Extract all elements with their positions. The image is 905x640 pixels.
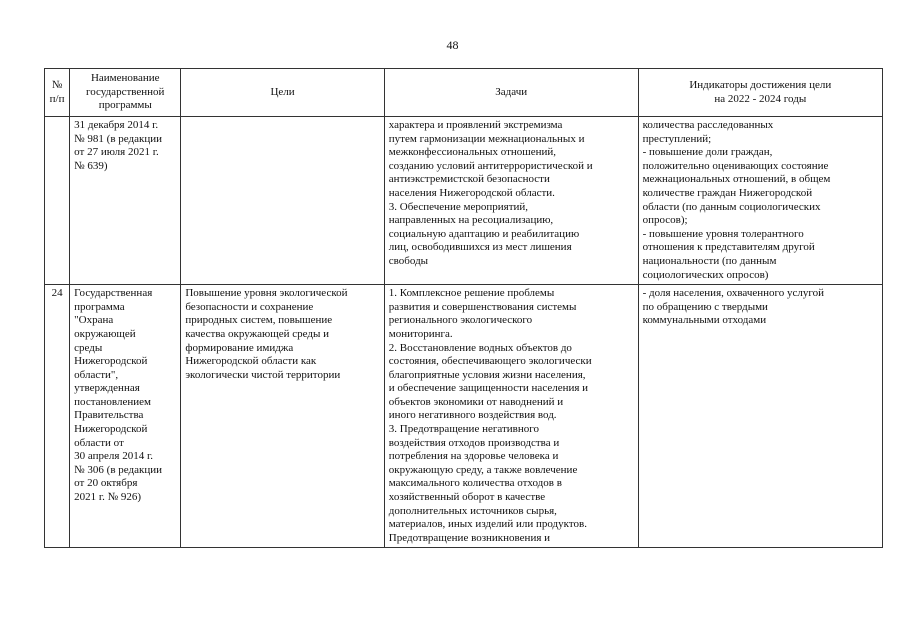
text-line: количестве граждан Нижегородской: [642, 186, 813, 199]
goals-cell: [181, 285, 384, 548]
text-line: Предотвращение возникновения и: [388, 531, 551, 544]
goals-cell: [181, 117, 384, 285]
text-line: № 639): [74, 159, 108, 172]
text-line: 2021 г. № 926): [74, 491, 142, 504]
header-goals: Цели: [181, 69, 384, 117]
text-line: экологически чистой территории: [185, 368, 341, 381]
text-line: Нижегородской: [74, 423, 148, 436]
text-line: безопасности и сохранение: [185, 300, 314, 313]
program-name-cell: [70, 285, 181, 548]
text-line: по обращению с твердыми: [642, 300, 768, 313]
text-line: преступлений;: [642, 132, 712, 145]
text-line: путем гармонизации межнациональных и: [388, 132, 585, 145]
text-line: населения Нижегородской области.: [388, 186, 555, 199]
text-line: объектов экономики от наводнений и: [388, 395, 564, 408]
text-line: 30 апреля 2014 г.: [74, 450, 153, 463]
text-line: 31 декабря 2014 г.: [74, 119, 159, 131]
text-line: природных систем, повышение: [185, 314, 333, 327]
header-num: № п/п: [45, 69, 70, 117]
text-line: области",: [74, 368, 119, 381]
text-line: мониторинга.: [388, 327, 453, 340]
text-line: опросов);: [642, 214, 688, 227]
text-line: Правительства: [74, 409, 144, 422]
text-line: хозяйственный оборот в качестве: [388, 491, 546, 504]
text-line: № 306 (в редакции: [74, 463, 162, 476]
text-line: формирование имиджа: [185, 341, 294, 354]
text-line: антиэкстремистской безопасности: [388, 173, 550, 186]
table-row: [45, 285, 883, 548]
text-line: области от: [74, 436, 124, 449]
text-line: "Охрана: [74, 314, 114, 327]
text-line: Нижегородской: [74, 355, 148, 368]
header-indicators: Индикаторы достижения цели на 2022 - 2024 годы: [638, 69, 882, 117]
text-line: благоприятные условия жизни населения,: [388, 368, 586, 381]
text-line: положительно оценивающих состояние: [642, 159, 829, 172]
text-line: состояния, обеспечивающего экологически: [388, 355, 592, 368]
text-line: коммунальными отходами: [642, 314, 767, 327]
table-row: [45, 117, 883, 285]
text-line: социальную адаптацию и реабилитацию: [388, 227, 580, 240]
programs-table: [44, 68, 883, 548]
text-line: направленных на ресоциализацию,: [388, 214, 554, 227]
tasks-cell: [384, 117, 638, 285]
text-line: Нижегородской области как: [185, 355, 317, 368]
text-line: свободы: [388, 254, 429, 267]
indicators-cell: [638, 285, 882, 548]
text-line: 1. Комплексное решение проблемы: [388, 287, 555, 300]
text-line: материалов, иных изделий или продуктов.: [388, 518, 587, 531]
page-number: 48: [446, 38, 459, 52]
text-line: межнациональных отношений, в общем: [642, 173, 831, 186]
text-line: области (по данным социологических: [642, 200, 821, 213]
text-line: - повышение уровня толерантного: [642, 227, 804, 240]
indicators-cell: [638, 117, 882, 285]
text-line: от 20 октября: [74, 477, 138, 490]
text-line: регионального экологического: [388, 314, 533, 327]
text-line: национальности (по данным: [642, 254, 777, 267]
text-line: утвержденная: [74, 382, 140, 395]
text-line: потребления на здоровье человека и: [388, 450, 559, 463]
text-line: и обеспечение защищенности населения и: [388, 382, 589, 395]
text-line: среды: [74, 341, 103, 354]
text-line: от 27 июля 2021 г.: [74, 146, 159, 159]
text-line: качества окружающей среды и: [185, 327, 329, 340]
text-line: постановлением: [74, 395, 151, 408]
text-line: 3. Обеспечение мероприятий,: [388, 200, 529, 213]
text-line: - доля населения, охваченного услугой: [642, 287, 825, 300]
text-line: развития и совершенствования системы: [388, 300, 577, 313]
header-program-name: Наименование государственной программы: [70, 69, 181, 117]
text-line: окружающей: [74, 327, 136, 340]
text-line: дополнительных источников сырья,: [388, 504, 557, 517]
text-line: социологических опросов): [642, 268, 769, 281]
text-line: Повышение уровня экологической: [185, 287, 348, 300]
text-line: 2. Восстановление водных объектов до: [388, 341, 572, 354]
text-line: отношения к представителям другой: [642, 241, 815, 254]
text-line: межконфессиональных отношений,: [388, 146, 557, 159]
row-number: [45, 117, 70, 285]
text-line: окружающую среду, а также вовлечение: [388, 463, 578, 476]
text-line: 3. Предотвращение негативного: [388, 423, 539, 436]
text-line: программа: [74, 300, 125, 313]
text-line: - повышение доли граждан,: [642, 146, 773, 159]
text-line: иного негативного воздействия вод.: [388, 409, 557, 422]
text-line: лиц, освободившихся из мест лишения: [388, 241, 572, 254]
row-number: 24: [45, 285, 70, 548]
text-line: количества расследованных: [642, 119, 774, 131]
table-header-row: [45, 69, 883, 117]
text-line: характера и проявлений экстремизма: [388, 119, 563, 131]
tasks-cell: [384, 285, 638, 548]
text-line: Государственная: [74, 287, 153, 300]
text-line: созданию условий антитеррористической и: [388, 159, 593, 172]
header-tasks: Задачи: [384, 69, 638, 117]
text-line: воздействия отходов производства и: [388, 436, 560, 449]
text-line: максимального количества отходов в: [388, 477, 562, 490]
text-line: № 981 (в редакции: [74, 132, 162, 145]
program-name-cell: [70, 117, 181, 285]
